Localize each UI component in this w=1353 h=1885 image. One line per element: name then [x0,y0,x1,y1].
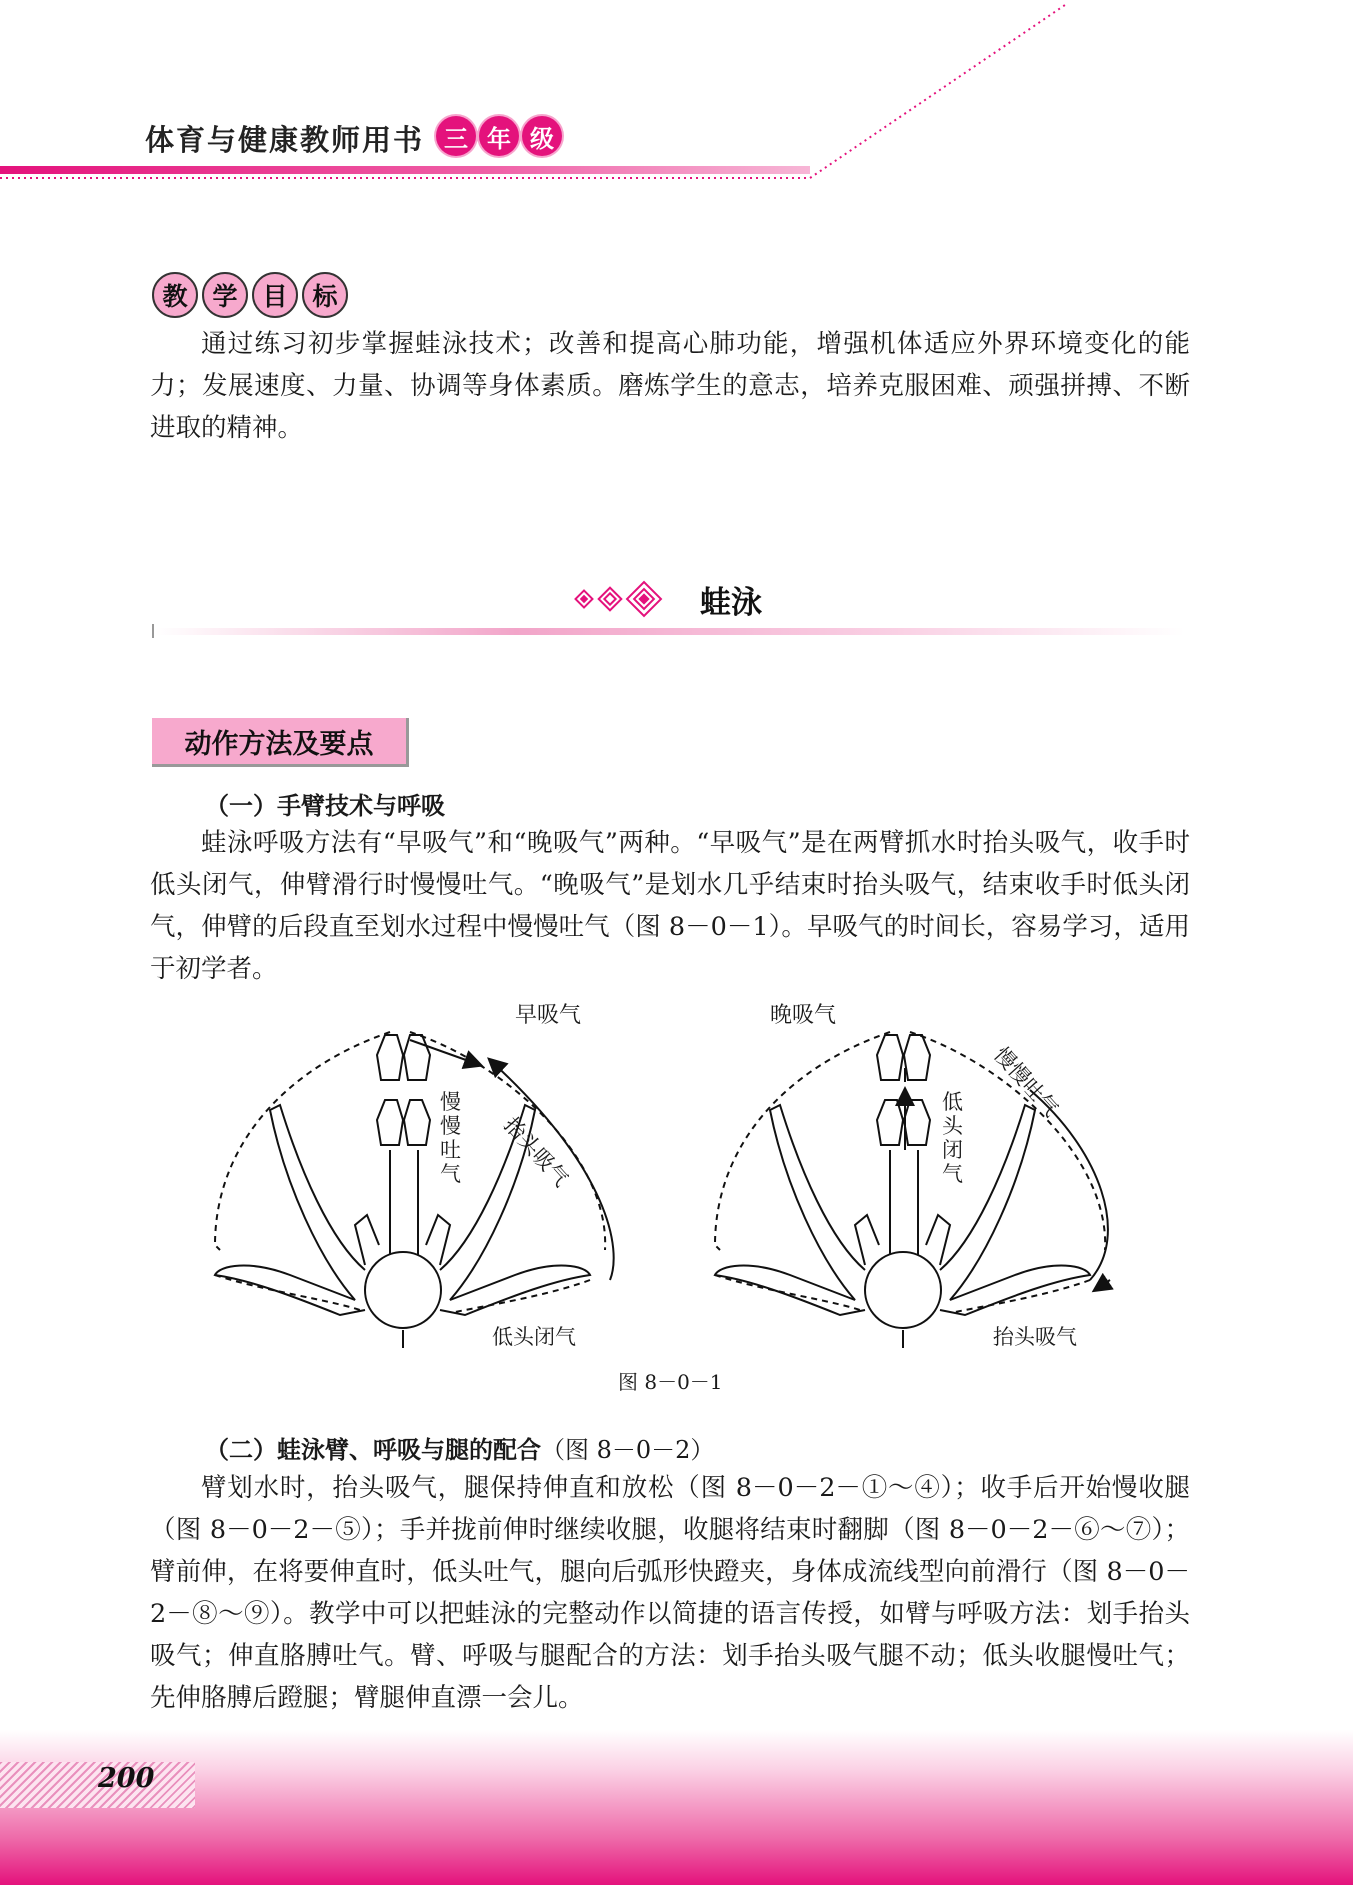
label-left-hold: 低头闭气 [492,1325,576,1349]
subheading-arm-breathing: （一）手臂技术与呼吸 [205,792,445,820]
grade-char: 级 [522,116,562,156]
swimmer-late-breathing [715,1032,1110,1348]
label-left-inhale: 抬头吸气 [499,1112,574,1192]
header-decoration-line [0,0,1353,190]
header-bar [0,166,810,174]
goals-char: 标 [302,272,348,318]
label-left-exhale: 慢慢吐气 [440,1090,461,1186]
chapter-title: 蛙泳 [700,585,762,621]
figure-caption: 图 8－0－1 [618,1370,723,1394]
subheading-coordination-text: （二）蛙泳臂、呼吸与腿的配合 [205,1436,541,1464]
goals-char: 教 [152,272,198,318]
figure-left-title: 早吸气 [515,1003,582,1028]
figure-right-title: 晚吸气 [770,1003,837,1028]
method-section-label: 动作方法及要点 [152,718,409,767]
page-number: 200 [98,1763,155,1794]
goals-char: 目 [252,272,298,318]
chapter-divider [155,628,1185,635]
coordination-paragraph: 臂划水时，抬头吸气，腿保持伸直和放松（图 8－0－2－①～④）；收手后开始慢收腿（图 8－0－2－⑤）；手并拢前伸时继续收腿，收腿将结束时翻脚（图 8－0－2－⑥～⑦）；臂前伸，在将要伸直时，低头吐气，腿向后弧形快蹬夹，身体成流线型向前滑行（图 8－0－2－⑧～⑨）。教学中可以把蛙泳的完整动作以简捷的语言传授，如臂与呼吸方法：划手抬头吸气；伸直胳膊吐气。臂、呼吸与腿配合的方法：划手抬头吸气腿不动；低头收腿慢吐气；先伸胳膊后蹬腿；臂腿伸直漂一会儿。 [150,1473,1190,1713]
footer-band [0,1730,1353,1885]
chapter-divider-tick [152,624,154,638]
label-right-hold: 低头闭气 [942,1090,963,1186]
diamond-ornament-icon [572,580,682,620]
label-right-inhale: 抬头吸气 [993,1325,1077,1349]
arm-breathing-paragraph: 蛙泳呼吸方法有“早吸气”和“晚吸气”两种。“早吸气”是在两臂抓水时抬头吸气，收手时低头闭气，伸臂滑行时慢慢吐气。“晚吸气”是划水几乎结束时抬头吸气，结束收手时低头闭气，伸臂的后段直至划水过程中慢慢吐气（图 8－0－1）。早吸气的时间长，容易学习，适用于初学者。 [150,828,1190,984]
subheading-coordination [205,1430,714,1465]
book-title: 体育与健康教师用书 [145,123,425,157]
grade-char: 三 [436,116,476,156]
grade-badge [436,116,562,156]
goals-char: 学 [202,272,248,318]
teaching-goals-label [152,272,348,318]
grade-char: 年 [479,116,519,156]
label-right-exhale: 慢慢吐气 [989,1042,1064,1122]
subheading-coordination-ref: （图 8－0－2） [541,1436,715,1464]
goals-paragraph: 通过练习初步掌握蛙泳技术；改善和提高心肺功能，增强机体适应外界环境变化的能力；发展速度、力量、协调等身体素质。磨炼学生的意志，培养克服困难、顽强拼搏、不断进取的精神。 [150,329,1190,443]
